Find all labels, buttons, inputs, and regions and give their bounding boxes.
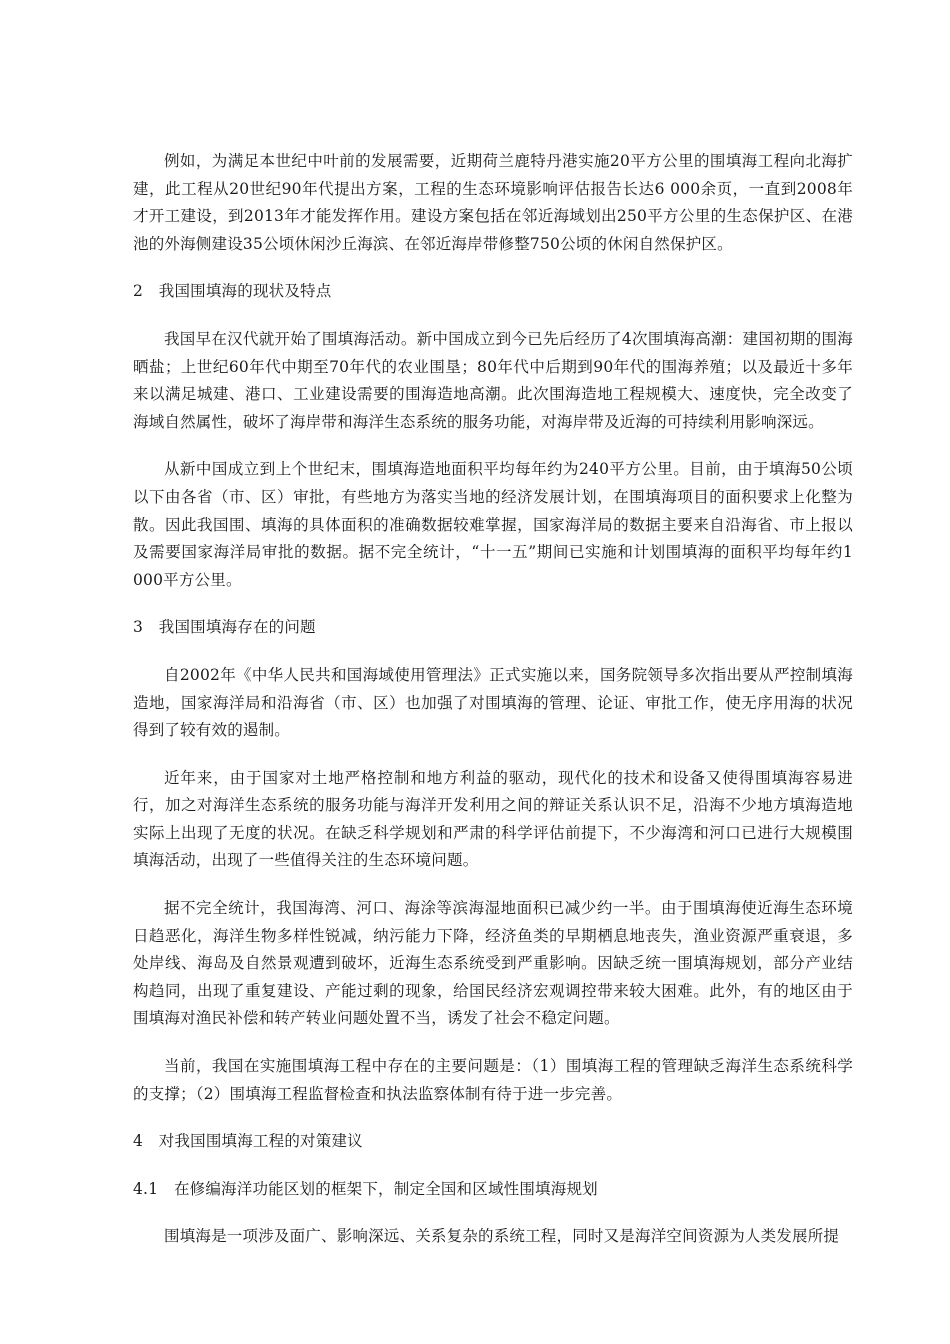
paragraph-main-problems: 当前，我国在实施围填海工程中存在的主要问题是：（1）围填海工程的管理缺乏海洋生态系统科学的支撑；（2）围填海工程监督检查和执法监察体制有待于进一步完善。: [133, 1057, 853, 1103]
paragraph-rotterdam-example: 例如，为满足本世纪中叶前的发展需要，近期荷兰鹿特丹港实施20平方公里的围填海工程向北海扩建，此工程从20世纪90年代提出方案，工程的生态环境影响评估报告长达6 000余页，一直到2008年才开工建设，到2013年才能发挥作用。建设方案包括在邻近海域划出250平方公里的生态保护区、在港池的外海侧建设35公顷休闲沙丘海滨、在邻近海岸带修整750公顷的休闲自然保护区。: [133, 152, 853, 253]
document-page: [133, 148, 853, 1251]
paragraph-system-engineering: 围填海是一项涉及面广、影响深远、关系复杂的系统工程，同时又是海洋空间资源为人类发展所提: [164, 1227, 840, 1246]
paragraph-recent-issues: 近年来，由于国家对土地严格控制和地方利益的驱动，现代化的技术和设备又使得围填海容易进行，加之对海洋生态系统的服务功能与海洋开发利用之间的辩证关系认识不足，沿海不少地方填海造地实际上出现了无度的状况。在缺乏科学规划和严肃的科学评估前提下，不少海湾和河口已进行大规模围填海活动，出现了一些值得关注的生态环境问题。: [133, 768, 853, 870]
section-heading-3: 3 我国围填海存在的问题: [133, 618, 316, 637]
paragraph-history: 我国早在汉代就开始了围填海活动。新中国成立到今已先后经历了4次围填海高潮：建国初期的围海晒盐；上世纪60年代中期至70年代的农业围垦；80年代中后期到90年代的围海养殖；以及最近十多年来以满足城建、港口、工业建设需要的围海造地高潮。此次围海造地工程规模大、速度快，完全改变了海域自然属性，破坏了海岸带和海洋生态系统的服务功能，对海岸带及近海的可持续利用影响深远。: [133, 329, 853, 431]
section-heading-2: 2 我国围填海的现状及特点: [133, 282, 332, 301]
section-heading-4: 4 对我国围填海工程的对策建议: [133, 1132, 363, 1151]
subsection-heading-4-1: 4.1 在修编海洋功能区划的框架下，制定全国和区域性围填海规划: [133, 1179, 598, 1198]
paragraph-area-statistics: 从新中国成立到上个世纪末，围填海造地面积平均每年约为240平方公里。目前，由于填海50公顷以下由各省（市、区）审批，有些地方为落实当地的经济发展计划，在围填海项目的面积要求上化整为散。因此我国围、填海的具体面积的准确数据较难掌握，国家海洋局的数据主要来自沿海省、市上报以及需要国家海洋局审批的数据。据不完全统计，“十一五”期间已实施和计划围填海的面积平均每年约1 000平方公里。: [133, 460, 853, 589]
paragraph-law-implementation: 自2002年《中华人民共和国海域使用管理法》正式实施以来，国务院领导多次指出要从严控制填海造地，国家海洋局和沿海省（市、区）也加强了对围填海的管理、论证、审批工作，使无序用海的状况得到了较有效的遏制。: [133, 665, 853, 740]
paragraph-wetland-loss: 据不完全统计，我国海湾、河口、海涂等滨海湿地面积已减少约一半。由于围填海使近海生态环境日趋恶化，海洋生物多样性锐减，纳污能力下降，经济鱼类的早期栖息地丧失，渔业资源严重衰退，多处岸线、海岛及自然景观遭到破坏，近海生态系统受到严重影响。因缺乏统一围填海规划，部分产业结构趋同，出现了重复建设、产能过剩的现象，给国民经济宏观调控带来较大困难。此外，有的地区由于围填海对渔民补偿和转产转业问题处置不当，诱发了社会不稳定问题。: [133, 899, 853, 1028]
